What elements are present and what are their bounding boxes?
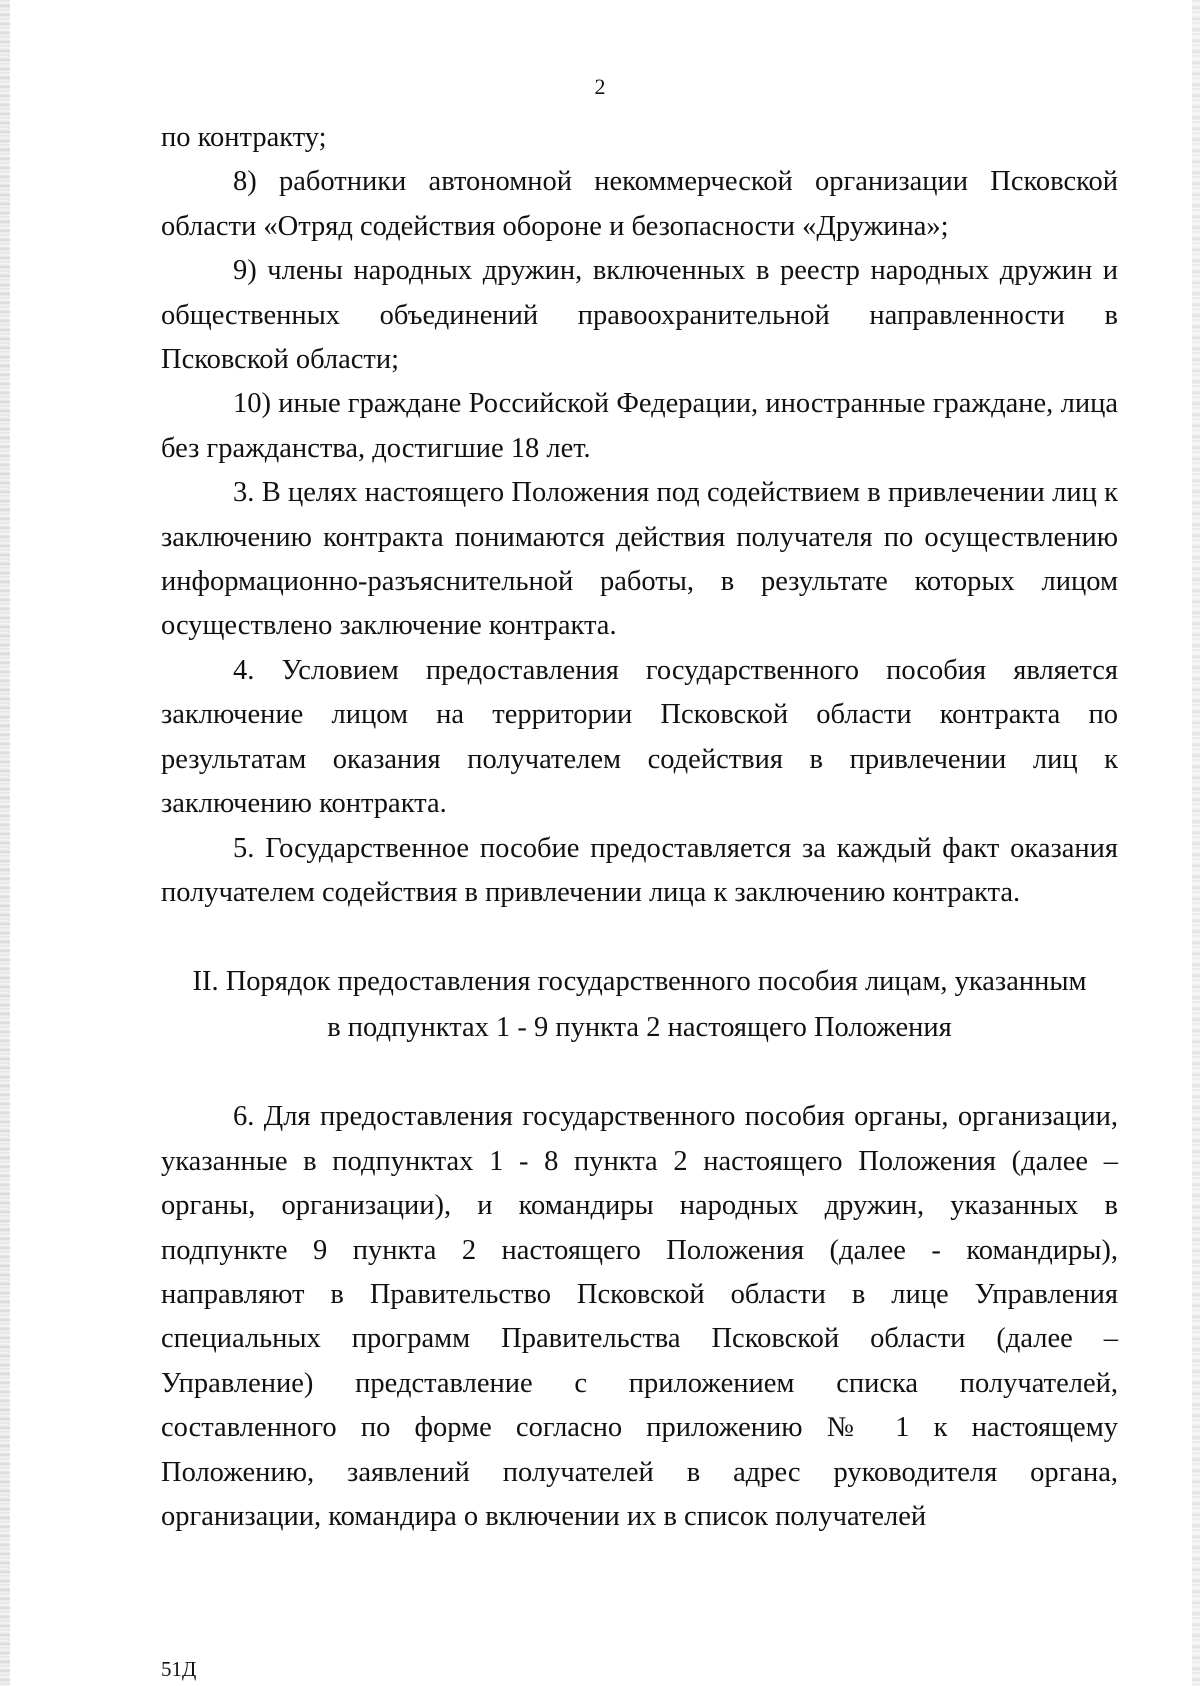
document-code: 51Д	[161, 1657, 197, 1681]
section-heading-line-2: в подпунктах 1 - 9 пункта 2 настоящего Положения	[327, 1012, 952, 1044]
section-heading	[161, 959, 1118, 1051]
paragraph-item-8: 8) работники автономной некоммерческой организации Псковской области «Отряд содействия обороне и безопасности «Дружина»;	[161, 166, 1118, 242]
paragraph-point-3: 3. В целях настоящего Положения под содействием в привлечении лиц к заключению контракта понимаются действия получателя по осуществлению информационно-разъяснительной работы, в результате которых лицом осуществлено заключение контракта.	[161, 477, 1118, 642]
paragraph-point-5: 5. Государственное пособие предоставляется за каждый факт оказания получателем содействия в привлечении лица к заключению контракта.	[161, 832, 1118, 908]
scan-edge-left	[0, 0, 10, 1686]
section-heading-line-1: II. Порядок предоставления государственного пособия лицам, указанным	[192, 966, 1087, 998]
document-body	[161, 116, 1118, 1539]
paragraph-item-10: 10) иные граждане Российской Федерации, иностранные граждане, лица без гражданства, достигшие 18 лет.	[161, 388, 1118, 464]
paragraph-point-6: 6. Для предоставления государственного пособия органы, организации, указанные в подпунктах 1 - 8 пункта 2 настоящего Положения (далее – органы, организации), и командиры народных дружин, указанных в подпункте 9 пункта 2 настоящего Положения (далее - командиры), направляют в Правительство Псковской области в лице Управления специальных программ Правительства Псковской области (далее – Управление) представление с приложением списка получателей, составленного по форме согласно приложению № 1 к настоящему Положению, заявлений получателей в адрес руководителя органа, организации, командира о включении их в список получателей	[161, 1101, 1118, 1532]
paragraph-continuation: по контракту;	[161, 122, 327, 153]
page-number: 2	[594, 74, 606, 99]
paragraph-point-4: 4. Условием предоставления государственного пособия является заключение лицом на территории Псковской области контракта по результатам оказания получателем содействия в привлечении лиц к заключению контракта.	[161, 654, 1118, 820]
paragraph-item-9: 9) члены народных дружин, включенных в реестр народных дружин и общественных объединений правоохранительной направленности в Псковской области;	[161, 255, 1118, 376]
scan-edge-right	[1192, 0, 1200, 1686]
